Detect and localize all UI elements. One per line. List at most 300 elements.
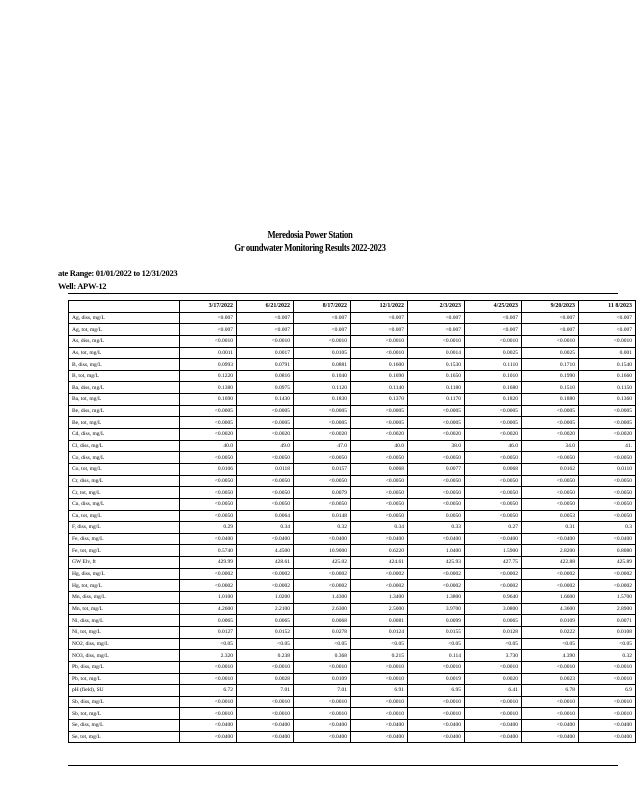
result-value: <0.0050	[522, 452, 579, 464]
result-value: <0.0010	[237, 661, 294, 673]
result-value: <0.0010	[294, 335, 351, 347]
result-value: 41.	[579, 440, 636, 452]
result-value: <0.007	[351, 324, 408, 336]
result-value: 0.0109	[522, 615, 579, 627]
result-value: <0.0050	[351, 475, 408, 487]
result-value: 0.32	[294, 522, 351, 534]
result-value: <0.0400	[294, 731, 351, 743]
result-value: <0.0005	[579, 405, 636, 417]
result-value: 4.4500	[237, 545, 294, 557]
result-value: 0.1040	[294, 370, 351, 382]
result-value: 0.1380	[180, 382, 237, 394]
result-value: <0.0400	[351, 533, 408, 545]
result-value: 0.0011	[180, 347, 237, 359]
result-value: 0.0975	[237, 382, 294, 394]
parameter-name: Se, diss, mg/L	[69, 720, 180, 732]
result-value: <0.0005	[237, 417, 294, 429]
parameter-name: Mn, tot, mg/L	[69, 603, 180, 615]
parameter-name: Cd, diss, mg/L	[69, 429, 180, 441]
result-value: 0.32	[579, 650, 636, 662]
parameter-name: B, tot, mg/L	[69, 370, 180, 382]
parameter-name: Cu, tot, mg/L	[69, 510, 180, 522]
result-value: <0.05	[351, 638, 408, 650]
table-row	[69, 335, 636, 347]
result-value: <0.0002	[180, 568, 237, 580]
parameter-name: As, tot, mg/L	[69, 347, 180, 359]
report-title: Meredosia Power Station	[267, 230, 353, 241]
table-row	[69, 475, 636, 487]
result-value: <0.0400	[408, 720, 465, 732]
result-value: <0.0050	[408, 475, 465, 487]
result-value: 0.29	[180, 522, 237, 534]
result-value: 0.1690	[351, 370, 408, 382]
result-value: 0.0017	[237, 347, 294, 359]
result-value: 2.2100	[237, 603, 294, 615]
result-value: <0.007	[408, 324, 465, 336]
result-value: <0.0050	[294, 452, 351, 464]
result-value: 0.215	[351, 650, 408, 662]
table-row	[69, 324, 636, 336]
result-value: <0.007	[294, 324, 351, 336]
result-value: <0.0010	[294, 708, 351, 720]
result-value: <0.0020	[351, 429, 408, 441]
result-value: 0.0148	[294, 510, 351, 522]
result-value: <0.0005	[180, 405, 237, 417]
result-value: 1.0400	[408, 545, 465, 557]
result-value: 0.0108	[579, 626, 636, 638]
result-value: <0.0002	[351, 568, 408, 580]
table-row	[69, 592, 636, 604]
parameter-name: NO2, diss, mg/L	[69, 638, 180, 650]
result-value: <0.05	[180, 638, 237, 650]
result-value: 425.93	[408, 557, 465, 569]
result-value: 0.1140	[351, 382, 408, 394]
date-range: ate Range: 01/01/2022 to 12/31/2023	[58, 268, 178, 278]
result-value: <0.05	[465, 638, 522, 650]
result-value: 0.1830	[294, 394, 351, 406]
parameter-name: Ag, tot, mg/L	[69, 324, 180, 336]
table-row	[69, 312, 636, 324]
result-value: <0.0400	[294, 720, 351, 732]
result-value: 0.001	[579, 347, 636, 359]
result-value: 6.41	[465, 685, 522, 697]
result-value: 0.0155	[408, 626, 465, 638]
result-value: 6.78	[522, 685, 579, 697]
result-value: <0.0050	[579, 498, 636, 510]
result-value: <0.007	[465, 324, 522, 336]
result-value: <0.0002	[237, 568, 294, 580]
result-value: 2.320	[180, 650, 237, 662]
result-value: 0.368	[294, 650, 351, 662]
result-value: <0.007	[579, 312, 636, 324]
result-value: <0.0010	[408, 661, 465, 673]
result-value: <0.0005	[294, 417, 351, 429]
table-row	[69, 685, 636, 697]
result-value: <0.0400	[579, 533, 636, 545]
parameter-name: B, diss, mg/L	[69, 359, 180, 371]
results-table	[68, 300, 636, 743]
result-value: 0.0157	[294, 463, 351, 475]
parameter-name: Hg, diss, mg/L	[69, 568, 180, 580]
result-value: <0.0050	[180, 487, 237, 499]
result-value: <0.0400	[579, 731, 636, 743]
result-value: 0.0128	[465, 626, 522, 638]
result-value: 0.0020	[465, 673, 522, 685]
result-value: <0.0002	[237, 580, 294, 592]
table-row	[69, 429, 636, 441]
parameter-name: Pb, diss, mg/L	[69, 661, 180, 673]
result-value: <0.007	[465, 312, 522, 324]
table-row	[69, 557, 636, 569]
result-value: <0.0005	[408, 405, 465, 417]
result-value: <0.0010	[351, 673, 408, 685]
result-value: 0.0152	[237, 626, 294, 638]
result-value: <0.0010	[351, 347, 408, 359]
result-value: 1.3400	[351, 592, 408, 604]
result-value: <0.0010	[351, 708, 408, 720]
result-value: <0.007	[180, 324, 237, 336]
result-value: <0.0050	[465, 475, 522, 487]
table-row	[69, 661, 636, 673]
date-header: 12/1/2022	[351, 301, 408, 313]
result-value: 0.0106	[180, 463, 237, 475]
result-value: 0.1150	[579, 382, 636, 394]
result-value: <0.0020	[465, 429, 522, 441]
result-value: 0.0053	[522, 510, 579, 522]
result-value: <0.0010	[180, 696, 237, 708]
result-value: 429.99	[180, 557, 237, 569]
result-value: 10.9000	[294, 545, 351, 557]
result-value: 0.27	[465, 522, 522, 534]
result-value: 34.0	[522, 440, 579, 452]
result-value: <0.0050	[579, 452, 636, 464]
result-value: <0.0010	[522, 708, 579, 720]
result-value: 0.1680	[465, 382, 522, 394]
result-value: <0.0010	[237, 335, 294, 347]
result-value: 0.0110	[579, 463, 636, 475]
result-value: 0.1880	[522, 394, 579, 406]
result-value: 0.0050	[408, 510, 465, 522]
result-value: <0.0002	[579, 568, 636, 580]
table-row	[69, 533, 636, 545]
result-value: 0.0081	[351, 615, 408, 627]
result-value: <0.0002	[408, 580, 465, 592]
table-row	[69, 673, 636, 685]
parameter-name: Fe, tot, mg/L	[69, 545, 180, 557]
parameter-name: pH (field), SU	[69, 685, 180, 697]
result-value: 0.0099	[408, 615, 465, 627]
result-value: 6.91	[351, 685, 408, 697]
result-value: <0.0050	[180, 498, 237, 510]
result-value: 6.95	[408, 685, 465, 697]
result-value: <0.0010	[579, 708, 636, 720]
result-value: 0.0068	[465, 463, 522, 475]
result-value: <0.0400	[294, 533, 351, 545]
result-value: 0.1690	[180, 394, 237, 406]
parameter-name: Se, tot, mg/L	[69, 731, 180, 743]
result-value: <0.0400	[237, 533, 294, 545]
result-value: <0.007	[408, 312, 465, 324]
result-value: <0.0050	[579, 487, 636, 499]
result-value: 424.61	[351, 557, 408, 569]
result-value: <0.007	[237, 312, 294, 324]
result-value: 0.0068	[351, 463, 408, 475]
result-value: <0.0400	[237, 731, 294, 743]
table-row	[69, 394, 636, 406]
result-value: 0.1540	[579, 359, 636, 371]
result-value: 7.01	[294, 685, 351, 697]
result-value: <0.0400	[522, 720, 579, 732]
parameter-name: Ni, diss, mg/L	[69, 615, 180, 627]
result-value: 4.2600	[180, 603, 237, 615]
result-value: <0.0005	[180, 417, 237, 429]
date-header: 11 8/2023	[579, 301, 636, 313]
result-value: 0.1600	[351, 359, 408, 371]
result-value: 0.1660	[579, 370, 636, 382]
result-value: 4.390	[522, 650, 579, 662]
result-value: <0.0010	[180, 673, 237, 685]
result-value: <0.0002	[294, 568, 351, 580]
result-value: <0.0010	[579, 335, 636, 347]
result-value: 1.5900	[465, 545, 522, 557]
result-value: 3.0800	[465, 603, 522, 615]
result-value: <0.0002	[465, 568, 522, 580]
result-value: 47.0	[294, 440, 351, 452]
table-row	[69, 463, 636, 475]
parameter-name: Hg, tot, mg/L	[69, 580, 180, 592]
parameter-header	[69, 301, 180, 313]
result-value: <0.0010	[351, 696, 408, 708]
result-value: 0.1710	[522, 359, 579, 371]
result-value: 0.0019	[408, 673, 465, 685]
result-value: <0.0400	[522, 731, 579, 743]
result-value: <0.0050	[522, 475, 579, 487]
result-value: 1.5700	[579, 592, 636, 604]
result-value: <0.0002	[408, 568, 465, 580]
result-value: 0.0064	[237, 510, 294, 522]
result-value: <0.0002	[180, 580, 237, 592]
result-value: <0.0050	[237, 498, 294, 510]
result-value: 0.0993	[180, 359, 237, 371]
result-value: 0.1010	[465, 370, 522, 382]
table-row	[69, 650, 636, 662]
header-rule	[68, 293, 618, 294]
result-value: <0.0010	[408, 708, 465, 720]
result-value: <0.0005	[408, 417, 465, 429]
result-value: <0.0010	[465, 696, 522, 708]
result-value: <0.0050	[180, 475, 237, 487]
result-value: <0.0005	[465, 405, 522, 417]
table-row	[69, 696, 636, 708]
parameter-name: F, diss, mg/L	[69, 522, 180, 534]
result-value: <0.0050	[351, 498, 408, 510]
result-value: 0.238	[237, 650, 294, 662]
result-value: <0.0010	[408, 696, 465, 708]
result-value: <0.0400	[351, 731, 408, 743]
result-value: 40.0	[351, 440, 408, 452]
parameter-name: GW Elv, ft	[69, 557, 180, 569]
result-value: 0.0278	[294, 626, 351, 638]
result-value: <0.0050	[180, 510, 237, 522]
table-row	[69, 522, 636, 534]
result-value: <0.0400	[351, 720, 408, 732]
parameter-name: Cu, diss, mg/L	[69, 498, 180, 510]
result-value: <0.0050	[294, 498, 351, 510]
result-value: 0.34	[351, 522, 408, 534]
result-value: 0.34	[237, 522, 294, 534]
result-value: <0.0050	[465, 498, 522, 510]
result-value: <0.05	[237, 638, 294, 650]
result-value: <0.0010	[237, 708, 294, 720]
parameter-name: NO3, diss, mg/L	[69, 650, 180, 662]
result-value: 1.0200	[237, 592, 294, 604]
result-value: <0.0400	[465, 731, 522, 743]
result-value: 3.730	[465, 650, 522, 662]
result-value: <0.0010	[180, 708, 237, 720]
result-value: <0.007	[522, 324, 579, 336]
result-value: 425.02	[294, 557, 351, 569]
result-value: <0.0400	[237, 720, 294, 732]
result-value: <0.05	[522, 638, 579, 650]
result-value: <0.0050	[522, 498, 579, 510]
result-value: 428.61	[237, 557, 294, 569]
result-value: 1.3800	[408, 592, 465, 604]
result-value: 0.0881	[294, 359, 351, 371]
parameter-name: Mn, diss, mg/L	[69, 592, 180, 604]
result-value: <0.05	[294, 638, 351, 650]
parameter-name: Be, diss, mg/L	[69, 405, 180, 417]
result-value: 1.4300	[294, 592, 351, 604]
result-value: 0.0118	[237, 463, 294, 475]
result-value: <0.0010	[351, 335, 408, 347]
parameter-name: Cr, tot, mg/L	[69, 487, 180, 499]
table-row	[69, 452, 636, 464]
result-value: <0.0002	[351, 580, 408, 592]
parameter-name: Co, tot, mg/L	[69, 463, 180, 475]
result-value: 0.6220	[351, 545, 408, 557]
result-value: 0.0162	[522, 463, 579, 475]
parameter-name: Sb, tot, mg/L	[69, 708, 180, 720]
result-value: 0.1120	[294, 382, 351, 394]
result-value: 2.8900	[579, 603, 636, 615]
result-value: <0.0010	[294, 661, 351, 673]
result-value: <0.0050	[465, 510, 522, 522]
result-value: <0.0010	[522, 335, 579, 347]
result-value: <0.0010	[351, 661, 408, 673]
result-value: 0.1220	[180, 370, 237, 382]
result-value: <0.0050	[237, 475, 294, 487]
result-value: <0.0010	[180, 335, 237, 347]
result-value: 0.1170	[408, 394, 465, 406]
result-value: 0.0109	[294, 673, 351, 685]
result-value: <0.0010	[522, 696, 579, 708]
table-row	[69, 603, 636, 615]
result-value: <0.0010	[408, 335, 465, 347]
result-value: 0.3	[579, 522, 636, 534]
result-value: 0.1530	[408, 359, 465, 371]
result-value: 0.0068	[294, 615, 351, 627]
result-value: <0.0005	[351, 417, 408, 429]
table-row	[69, 487, 636, 499]
result-value: <0.007	[237, 324, 294, 336]
result-value: <0.0020	[294, 429, 351, 441]
result-value: 425.89	[579, 557, 636, 569]
result-value: <0.007	[180, 312, 237, 324]
parameter-name: Fe, diss, mg/L	[69, 533, 180, 545]
table-row	[69, 708, 636, 720]
result-value: <0.0400	[579, 720, 636, 732]
result-value: 422.88	[522, 557, 579, 569]
result-value: <0.0400	[465, 533, 522, 545]
result-value: 4.3600	[522, 603, 579, 615]
result-value: <0.0020	[579, 429, 636, 441]
result-value: <0.0050	[408, 487, 465, 499]
table-row	[69, 405, 636, 417]
result-value: <0.0002	[294, 580, 351, 592]
result-value: <0.0005	[522, 405, 579, 417]
parameter-name: Ba, diss, mg/L	[69, 382, 180, 394]
result-value: <0.0400	[408, 533, 465, 545]
result-value: <0.0010	[579, 661, 636, 673]
parameter-name: Cl, diss, mg/L	[69, 440, 180, 452]
result-value: 1.0100	[180, 592, 237, 604]
table-row	[69, 545, 636, 557]
result-value: 0.0079	[294, 487, 351, 499]
parameter-name: As, diss, mg/L	[69, 335, 180, 347]
result-value: 3.9700	[408, 603, 465, 615]
table-body	[69, 312, 636, 743]
table-row	[69, 580, 636, 592]
result-value: 0.5740	[180, 545, 237, 557]
result-value: <0.0020	[180, 429, 237, 441]
result-value: <0.0010	[465, 335, 522, 347]
result-value: 0.0124	[351, 626, 408, 638]
result-value: <0.0050	[522, 487, 579, 499]
result-value: <0.0010	[579, 696, 636, 708]
table-row	[69, 615, 636, 627]
parameter-name: Ni, tot, mg/L	[69, 626, 180, 638]
result-value: <0.0050	[465, 487, 522, 499]
date-header: 3/17/2022	[180, 301, 237, 313]
result-value: <0.0050	[408, 452, 465, 464]
result-value: <0.007	[351, 312, 408, 324]
result-value: <0.0010	[522, 661, 579, 673]
result-value: 0.1180	[408, 382, 465, 394]
result-value: <0.0400	[465, 720, 522, 732]
result-value: 0.9640	[465, 592, 522, 604]
parameter-name: Ba, tot, mg/L	[69, 394, 180, 406]
parameter-name: Ag, diss, mg/L	[69, 312, 180, 324]
result-value: <0.0400	[180, 720, 237, 732]
result-value: <0.0005	[351, 405, 408, 417]
table-row	[69, 359, 636, 371]
result-value: <0.0050	[294, 475, 351, 487]
result-value: <0.0005	[294, 405, 351, 417]
result-value: 0.114	[408, 650, 465, 662]
result-value: <0.0020	[408, 429, 465, 441]
table-row	[69, 382, 636, 394]
parameter-name: Pb, tot, mg/L	[69, 673, 180, 685]
date-header: 6/21/2022	[237, 301, 294, 313]
result-value: 0.0028	[237, 673, 294, 685]
result-value: <0.0010	[237, 696, 294, 708]
result-value: <0.007	[579, 324, 636, 336]
table-row	[69, 440, 636, 452]
result-value: <0.05	[408, 638, 465, 650]
table-row	[69, 417, 636, 429]
result-value: 46.0	[465, 440, 522, 452]
result-value: <0.0400	[522, 533, 579, 545]
